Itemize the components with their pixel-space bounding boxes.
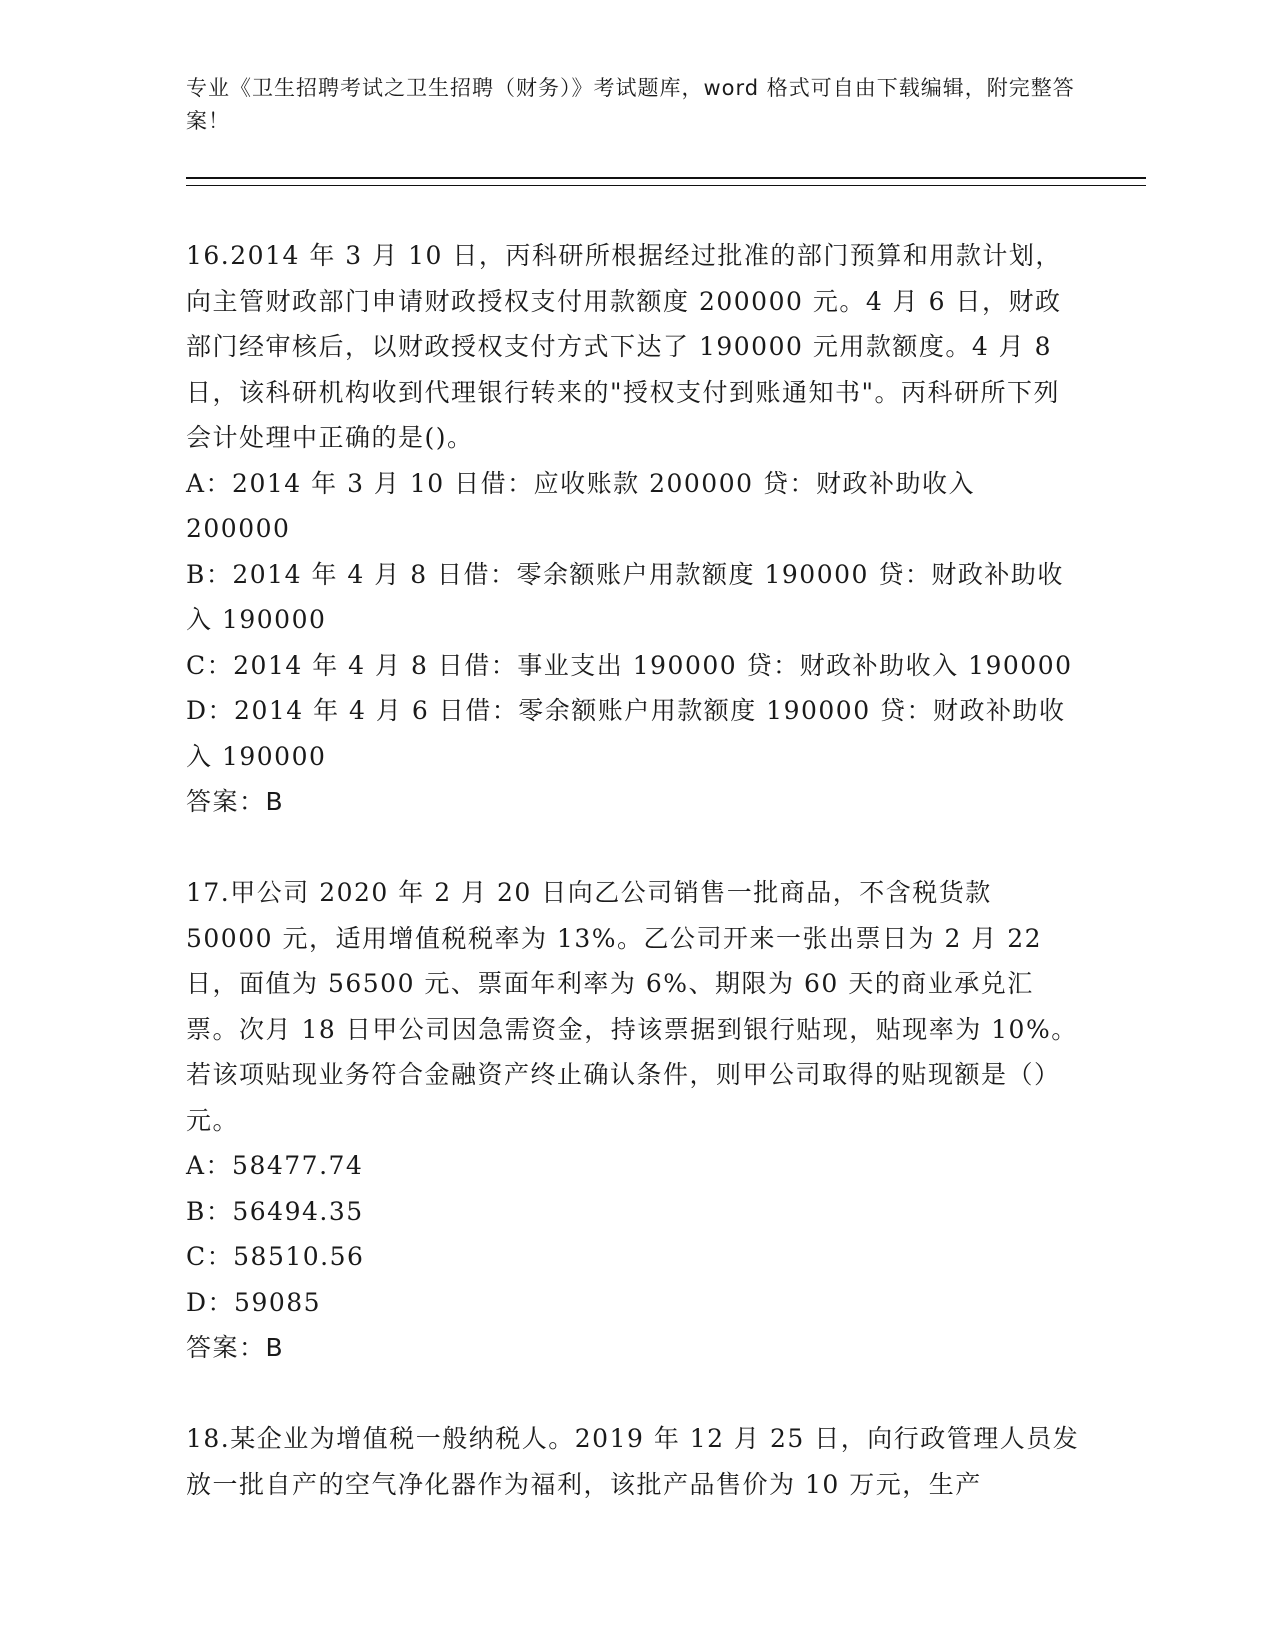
question-17: [186, 870, 1086, 1371]
option-b: B：56494.35: [186, 1196, 364, 1226]
question-stem: 17.甲公司 2020 年 2 月 20 日向乙公司销售一批商品，不含税货款 50000 元，适用增值税税率为 13%。乙公司开来一张出票日为 2 月 22 日，面值为 56500 元、票面年利率为 6%、期限为 60 天的商业承兑汇票。次月 18 日甲公司因急需资金，持该票据到银行贴现，贴现率为 10%。若该项贴现业务符合金融资产终止确认条件，则甲公司取得的贴现额是（）元。: [186, 878, 1078, 1135]
option-c: C：58510.56: [186, 1242, 365, 1271]
answer-label: 答案：B: [186, 787, 285, 816]
option-c: C：2014 年 4 月 8 日借：事业支出 190000 贷：财政补助收入 190000: [186, 650, 1073, 680]
question-16: [186, 233, 1086, 825]
option-a: A：2014 年 3 月 10 日借：应收账款 200000 贷：财政补助收入 200000: [186, 468, 975, 543]
question-list: [186, 233, 1086, 1507]
option-a: A：58477.74: [186, 1151, 364, 1180]
question-stem: 18.某企业为增值税一般纳税人。2019 年 12 月 25 日，向行政管理人员发放一批自产的空气净化器作为福利，该批产品售价为 10 万元，生产: [186, 1424, 1080, 1499]
option-d: D：2014 年 4 月 6 日借：零余额账户用款额度 190000 贷：财政补助收入 190000: [186, 696, 1066, 771]
header-divider: [186, 177, 1146, 186]
question-spacer: [186, 825, 1086, 871]
header-text: 专业《卫生招聘考试之卫生招聘（财务）》考试题库，word 格式可自由下载编辑，附完整答案！: [186, 76, 1075, 133]
option-d: D：59085: [186, 1287, 322, 1317]
question-stem: 16.2014 年 3 月 10 日，丙科研所根据经过批准的部门预算和用款计划，向主管财政部门申请财政授权支付用款额度 200000 元。4 月 6 日，财政部门经审核后，以财政授权支付方式下达了 190000 元用款额度。4 月 8 日，该科研机构收到代理银行转来的"授权支付到账通知书"。丙科研所下列会计处理中正确的是()。: [186, 241, 1062, 452]
answer-label: 答案：B: [186, 1333, 285, 1362]
document-header: [186, 72, 1086, 138]
question-18: [186, 1416, 1086, 1507]
option-b: B：2014 年 4 月 8 日借：零余额账户用款额度 190000 贷：财政补助收入 190000: [186, 559, 1064, 634]
question-spacer: [186, 1371, 1086, 1417]
